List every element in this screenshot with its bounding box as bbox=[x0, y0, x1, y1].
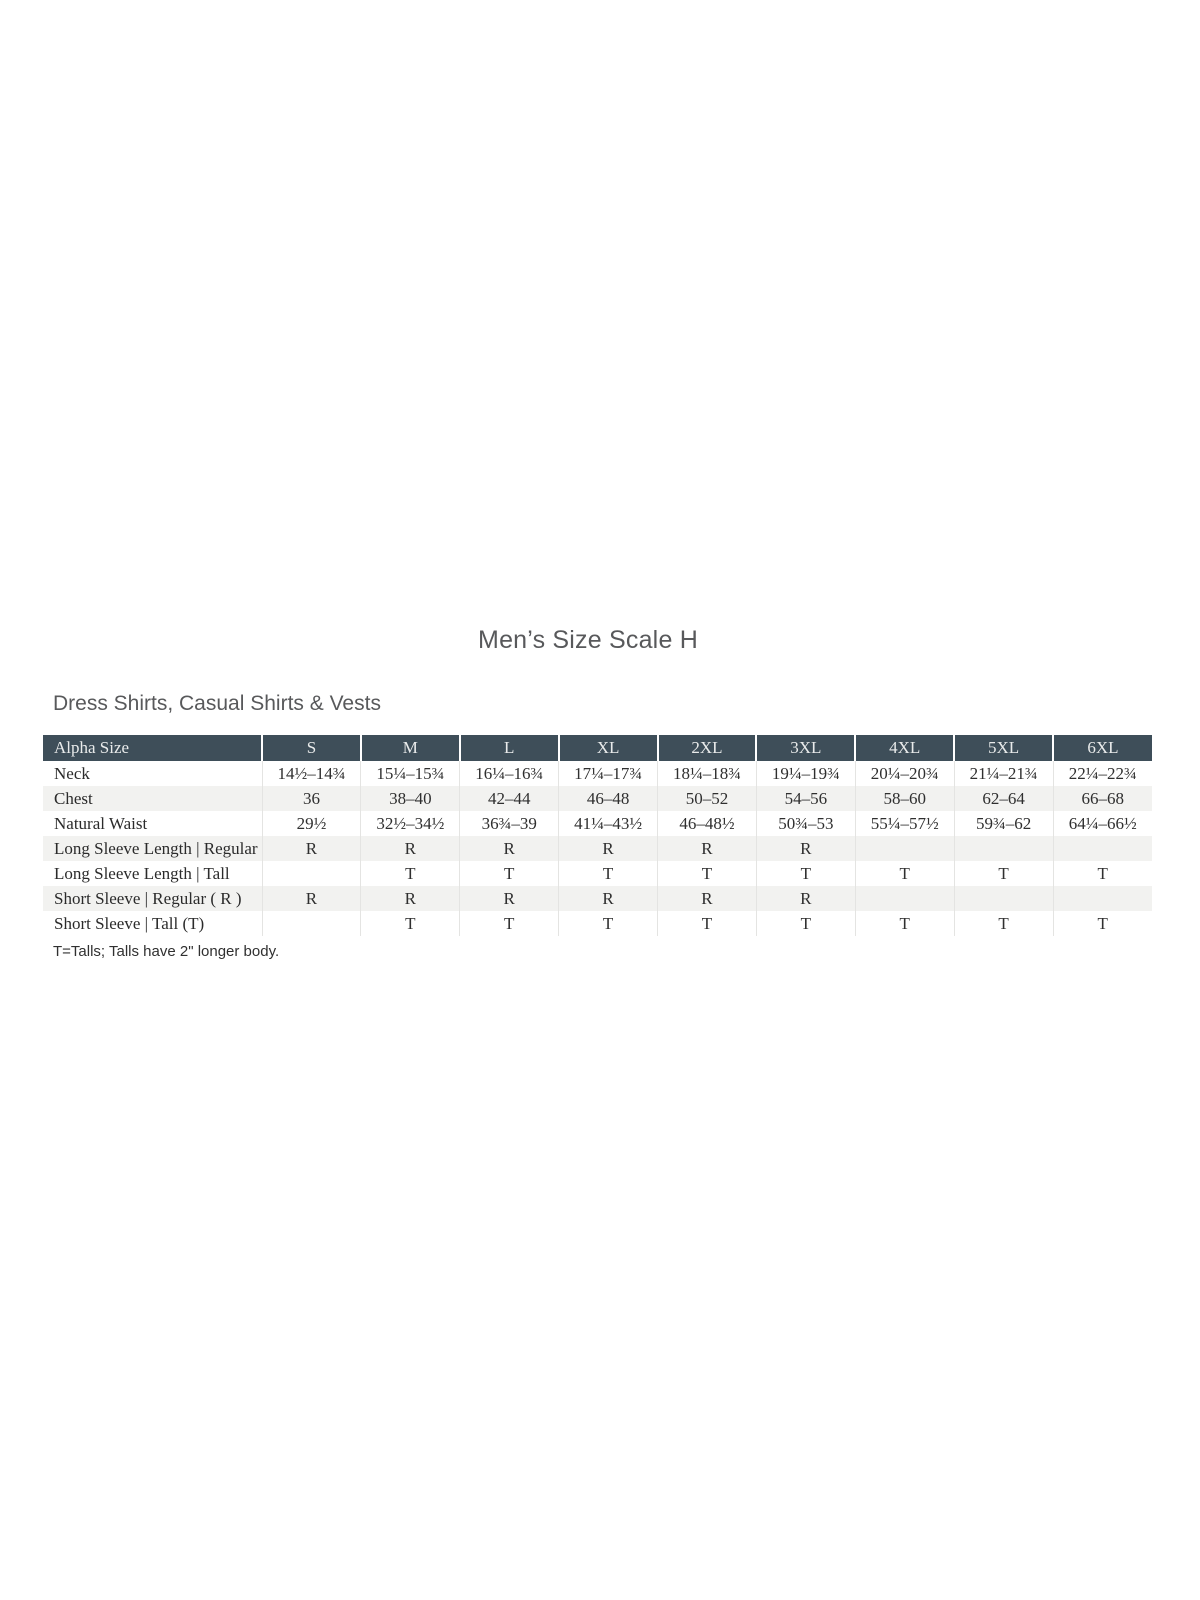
size-cell: R bbox=[658, 886, 757, 911]
column-header-4xl: 4XL bbox=[855, 735, 954, 761]
size-cell: 32½–34½ bbox=[361, 811, 460, 836]
size-cell: 36 bbox=[262, 786, 361, 811]
size-cell: 58–60 bbox=[855, 786, 954, 811]
column-header-l: L bbox=[460, 735, 559, 761]
size-cell: 29½ bbox=[262, 811, 361, 836]
size-cell: 19¼–19¾ bbox=[756, 761, 855, 786]
size-cell: T bbox=[361, 861, 460, 886]
size-cell bbox=[855, 836, 954, 861]
size-cell: T bbox=[756, 911, 855, 936]
size-cell: 22¼–22¾ bbox=[1053, 761, 1152, 786]
size-cell bbox=[1053, 886, 1152, 911]
column-header-2xl: 2XL bbox=[658, 735, 757, 761]
size-cell: 50¾–53 bbox=[756, 811, 855, 836]
size-cell: 50–52 bbox=[658, 786, 757, 811]
table-row-short-sleeve-regular bbox=[43, 886, 1152, 911]
size-cell: T bbox=[855, 911, 954, 936]
size-cell bbox=[954, 886, 1053, 911]
column-header-5xl: 5XL bbox=[954, 735, 1053, 761]
size-chart-table bbox=[43, 735, 1152, 936]
column-header-s: S bbox=[262, 735, 361, 761]
row-label: Chest bbox=[43, 786, 262, 811]
section-heading: Dress Shirts, Casual Shirts & Vests bbox=[53, 692, 381, 715]
size-cell: T bbox=[361, 911, 460, 936]
table-row-chest bbox=[43, 786, 1152, 811]
row-label: Natural Waist bbox=[43, 811, 262, 836]
size-cell: 54–56 bbox=[756, 786, 855, 811]
size-cell: R bbox=[361, 886, 460, 911]
table-row-long-sleeve-tall bbox=[43, 861, 1152, 886]
size-cell: T bbox=[1053, 911, 1152, 936]
size-cell: T bbox=[460, 911, 559, 936]
size-cell: 15¼–15¾ bbox=[361, 761, 460, 786]
size-cell: R bbox=[756, 836, 855, 861]
size-cell: R bbox=[756, 886, 855, 911]
size-cell: T bbox=[954, 861, 1053, 886]
size-cell: T bbox=[756, 861, 855, 886]
size-cell: T bbox=[559, 911, 658, 936]
size-cell: 66–68 bbox=[1053, 786, 1152, 811]
size-cell: T bbox=[1053, 861, 1152, 886]
row-label: Long Sleeve Length | Regular bbox=[43, 836, 262, 861]
size-cell: T bbox=[855, 861, 954, 886]
size-cell bbox=[262, 861, 361, 886]
size-cell: 38–40 bbox=[361, 786, 460, 811]
page-title: Men’s Size Scale H bbox=[478, 626, 698, 654]
header-row bbox=[43, 735, 1152, 761]
column-header-m: M bbox=[361, 735, 460, 761]
size-cell: 55¼–57½ bbox=[855, 811, 954, 836]
size-cell: R bbox=[559, 886, 658, 911]
size-cell: R bbox=[361, 836, 460, 861]
footnote: T=Talls; Talls have 2" longer body. bbox=[53, 943, 280, 960]
size-cell: 42–44 bbox=[460, 786, 559, 811]
size-cell: 64¼–66½ bbox=[1053, 811, 1152, 836]
size-cell: 16¼–16¾ bbox=[460, 761, 559, 786]
column-header-xl: XL bbox=[559, 735, 658, 761]
size-cell: T bbox=[460, 861, 559, 886]
size-cell: 21¼–21¾ bbox=[954, 761, 1053, 786]
size-cell: T bbox=[658, 861, 757, 886]
table-row-neck bbox=[43, 761, 1152, 786]
size-cell: 14½–14¾ bbox=[262, 761, 361, 786]
column-header-alpha-size: Alpha Size bbox=[43, 735, 262, 761]
row-label: Long Sleeve Length | Tall bbox=[43, 861, 262, 886]
size-cell bbox=[855, 886, 954, 911]
column-header-3xl: 3XL bbox=[756, 735, 855, 761]
column-header-6xl: 6XL bbox=[1053, 735, 1152, 761]
size-cell: 62–64 bbox=[954, 786, 1053, 811]
row-label: Neck bbox=[43, 761, 262, 786]
size-cell: R bbox=[559, 836, 658, 861]
size-cell: 18¼–18¾ bbox=[658, 761, 757, 786]
size-cell: 20¼–20¾ bbox=[855, 761, 954, 786]
size-cell bbox=[1053, 836, 1152, 861]
size-cell: R bbox=[460, 836, 559, 861]
size-cell: 36¾–39 bbox=[460, 811, 559, 836]
size-cell: R bbox=[262, 886, 361, 911]
row-label: Short Sleeve | Tall (T) bbox=[43, 911, 262, 936]
size-cell: R bbox=[262, 836, 361, 861]
size-table bbox=[43, 735, 1152, 936]
size-cell: 46–48½ bbox=[658, 811, 757, 836]
size-cell bbox=[954, 836, 1053, 861]
size-cell: 17¼–17¾ bbox=[559, 761, 658, 786]
size-cell: 59¾–62 bbox=[954, 811, 1053, 836]
size-cell: R bbox=[460, 886, 559, 911]
row-label: Short Sleeve | Regular ( R ) bbox=[43, 886, 262, 911]
size-cell: 41¼–43½ bbox=[559, 811, 658, 836]
table-row-natural-waist bbox=[43, 811, 1152, 836]
size-cell: T bbox=[658, 911, 757, 936]
table-row-long-sleeve-regular bbox=[43, 836, 1152, 861]
size-cell: T bbox=[559, 861, 658, 886]
size-cell: R bbox=[658, 836, 757, 861]
size-cell bbox=[262, 911, 361, 936]
table-row-short-sleeve-tall bbox=[43, 911, 1152, 936]
size-cell: 46–48 bbox=[559, 786, 658, 811]
size-cell: T bbox=[954, 911, 1053, 936]
